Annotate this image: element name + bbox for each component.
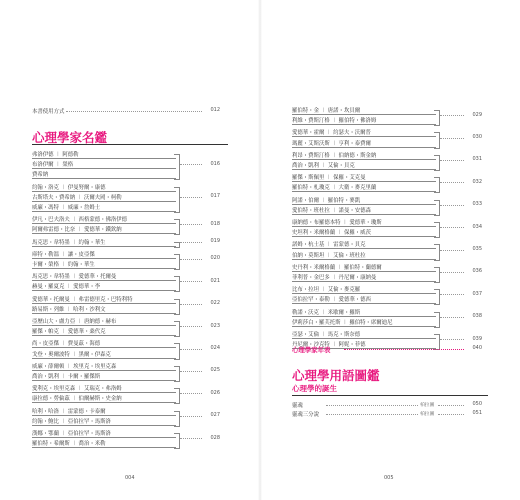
toc-bracket (434, 312, 440, 328)
toc-group-dots (180, 197, 202, 198)
toc-entry-name: 羅伯特・希爾斯 ︱ 喬治・米勒 (32, 441, 106, 448)
toc-group-dots (180, 259, 202, 260)
toc-group-dots (180, 416, 202, 417)
toc-entry-underline (32, 313, 176, 314)
toc-entry-underline (292, 281, 436, 282)
toc-group-page: 025 (210, 367, 220, 374)
glossary-figure: 柏拉圖 (420, 412, 435, 417)
toc-group-dots (180, 242, 202, 243)
toc-group-page: 022 (210, 300, 220, 307)
toc-entry-name: 亞瑟・艾倫 ︱ 馬克・斯奈德 (292, 332, 361, 338)
toc-entry-name: 伊莉莎白・羅芙托斯 ︱ 羅伯特・席爾迪尼 (292, 319, 393, 326)
toc-entry-name: 馬克思・韋特墨 ︱ 約翰・華生 (32, 239, 106, 246)
toc-group-page: 029 (472, 111, 482, 118)
toc-entry-name: 勒諾・沃克 ︱ 米歇爾・羅斯 (292, 309, 361, 316)
toc-entry-underline (292, 191, 436, 192)
toc-entry-name: 利昂・費斯汀格 ︱ 伯納德・斯金納 (292, 152, 377, 159)
toc-bracket (434, 110, 440, 126)
toc-entry-underline (292, 293, 436, 294)
toc-group-page: 033 (472, 201, 482, 208)
toc-group-dots (180, 224, 202, 225)
toc-group-dots (180, 349, 202, 350)
toc-entry-underline (292, 316, 436, 317)
toc-entry-underline (292, 147, 436, 148)
toc-group-dots (440, 294, 464, 295)
toc-group-dots (440, 339, 464, 340)
toc-entry-underline (32, 358, 176, 359)
toc-bracket (434, 267, 440, 283)
toc-entry-underline (32, 211, 176, 212)
toc-entry-underline (32, 335, 176, 336)
toc-group-page: 037 (472, 290, 482, 297)
toc-bracket (434, 222, 440, 238)
toc-entry-name: 史丹利・米爾格蘭 ︱ 羅伯特・蘭德爾 (292, 264, 382, 271)
toc-entry-underline (32, 233, 176, 234)
toc-entry-underline (32, 258, 176, 259)
glossary-dots (326, 405, 418, 406)
toc-entry-underline (292, 271, 436, 272)
toc-entry-name: 比布・拉坦 ︱ 艾倫・麥克羅 (292, 287, 361, 294)
toc-entry-name: 愛伯特・班杜拉 ︱ 諾曼・安德森 (292, 207, 371, 214)
toc-entry-name: 阿諾・伯爾 ︱ 羅伯特・麥凱 (292, 197, 361, 204)
toc-group-page: 032 (472, 178, 482, 185)
toc-entry-underline (32, 246, 176, 247)
toc-bracket (434, 200, 440, 216)
toc-entry-name: 康拉德・勞倫茲 ︱ 伯爾赫斯・史金納 (32, 396, 122, 403)
toc-group-page: 026 (210, 389, 220, 396)
toc-group-page: 018 (210, 220, 220, 227)
toc-entry-name: 布洛伊爾 ︱ 榮格 (32, 162, 74, 169)
toc-entry-name: 赫曼・羅夏克 ︱ 愛德華・李 (32, 284, 101, 291)
toc-entry-underline (292, 181, 436, 182)
toc-entry-underline (292, 204, 436, 205)
toc-entry-name: 亞歷山大・盧力亞 ︱ 唐納德・赫布 (32, 319, 117, 325)
section-title: 心理學家名鑑 (32, 130, 108, 145)
toc-bracket (174, 276, 180, 292)
toc-entry-underline (32, 370, 176, 371)
toc-group-page: 031 (472, 156, 482, 163)
toc-entry-name: 瑪麗・艾斯沃斯 ︱ 亨利・泰費爾 (292, 140, 371, 147)
toc-group-page: 023 (210, 322, 220, 329)
toc-group-dots (180, 304, 202, 305)
toc-entry-name: 弗洛伊德 ︱ 阿德勒 (32, 152, 79, 158)
toc-entry-name: 羅傑・斯佩里 ︱ 保羅・艾克曼 (292, 175, 366, 182)
toc-group-dots (180, 438, 202, 439)
toc-entry-underline (292, 226, 436, 227)
toc-entry-name: 伊凡・巴夫洛夫 ︱ 西格蒙德・佛洛伊德 (32, 217, 128, 224)
toc-group-page: 035 (472, 246, 482, 252)
toc-entry-underline (32, 168, 176, 169)
toc-group-dots (440, 317, 464, 318)
toc-group-dots (180, 326, 202, 327)
toc-entry-name: 尚・皮亞傑 ︱ 費曼茲・海德 (32, 341, 101, 348)
toc-group-page: 020 (210, 255, 220, 262)
toc-entry-underline (292, 124, 436, 125)
toc-entry-underline (292, 338, 436, 339)
toc-bracket (174, 343, 180, 359)
toc-entry-name: 菲利普・金巴多 ︱ 丹尼爾・康納曼 (292, 275, 377, 281)
toc-bracket (174, 299, 180, 315)
toc-entry-name: 愛德華・托爾曼 ︱ 弗雷德里克・巴特利特 (32, 296, 133, 303)
toc-entry-underline (32, 347, 176, 348)
toc-group-dots (440, 205, 464, 206)
toc-entry-name: 馬克思・韋特墨 ︱ 愛德華・托爾曼 (32, 274, 117, 281)
glossary-figure: 柏拉圖 (420, 403, 435, 408)
toc-bracket (174, 187, 180, 213)
toc-bracket (174, 154, 180, 180)
toc-group-dots (440, 115, 464, 116)
toc-entry-name: 卡爾・榮格 ︱ 約翰・華生 (32, 262, 95, 268)
toc-entry-name: 喬治・凱利 ︱ 艾倫・貝克 (292, 163, 355, 169)
right-folio: 005 (384, 475, 394, 481)
toc-bracket (434, 177, 440, 193)
toc-entry-underline (32, 380, 176, 381)
toc-entry-name: 約翰・鮑比 ︱ 亞伯拉罕・馬斯洛 (32, 418, 111, 425)
timeline-dots (344, 349, 464, 350)
toc-group-page: 027 (210, 412, 220, 419)
glossary-page: 050 (472, 401, 482, 407)
toc-group-dots (180, 393, 202, 394)
glossary-rule (292, 395, 488, 396)
toc-bracket (174, 321, 180, 337)
toc-entry-underline (32, 280, 176, 281)
toc-entry-name: 戈登・奧爾波特 ︱ 黑爾・伊森克 (32, 351, 111, 358)
toc-entry-name: 費希納 (32, 172, 49, 179)
toc-group-page: 028 (210, 434, 220, 441)
toc-bracket (174, 366, 180, 382)
toc-group-page: 016 (210, 160, 220, 167)
glossary-dots-2 (438, 414, 464, 415)
toc-bracket (174, 219, 180, 235)
toc-bracket (434, 289, 440, 305)
toc-group-page: 019 (210, 238, 220, 245)
toc-group-dots (440, 227, 464, 228)
usage-label: 本書使用方式 (32, 109, 65, 115)
toc-group-dots (440, 272, 464, 273)
toc-entry-underline (32, 290, 176, 291)
toc-bracket (434, 244, 440, 260)
toc-entry-underline (32, 191, 176, 192)
glossary-term: 靈魂三分說 (292, 412, 319, 418)
toc-bracket (434, 334, 440, 350)
toc-entry-name: 丹尼爾・沙克特 ︱ 阿妮・菲德 (292, 342, 366, 349)
toc-entry-name: 羅傑・帕克 ︱ 愛德華・桑代克 (32, 329, 106, 336)
toc-entry-name: 古斯塔夫・費希納 ︱ 沃爾夫岡・柯勒 (32, 194, 122, 201)
toc-entry-name: 史坦利・米爾格蘭 ︱ 保羅・威茨 (292, 230, 371, 237)
toc-entry-underline (292, 248, 436, 249)
toc-entry-underline (32, 178, 176, 179)
toc-group-dots (440, 160, 464, 161)
toc-entry-underline (292, 259, 436, 260)
toc-entry-name: 漢娜・鄂蘭 ︱ 亞伯拉罕・馬斯洛 (32, 431, 111, 437)
toc-entry-underline (292, 214, 436, 215)
toc-group-page: 021 (210, 277, 220, 284)
toc-entry-underline (32, 437, 176, 438)
toc-entry-name: 威廉・薛爾頓 ︱ 埃里克・埃里克森 (32, 363, 117, 370)
toc-entry-name: 約翰・洛克 ︱ 伊曼努爾・康德 (32, 184, 106, 191)
toc-entry-name: 哈利・哈洛 ︱ 雷蒙德・卡泰爾 (32, 408, 106, 415)
toc-entry-underline (292, 114, 436, 115)
glossary-title: 心理學用語圖鑑 (292, 368, 380, 383)
toc-group-dots (180, 371, 202, 372)
toc-bracket (174, 388, 180, 404)
left-folio: 004 (125, 475, 135, 481)
usage-page: 012 (210, 107, 220, 113)
left-page (0, 0, 258, 500)
toc-group-dots (440, 182, 464, 183)
toc-bracket (434, 155, 440, 171)
toc-entry-name: 愛德華・霍爾 ︱ 約瑟夫・沃爾普 (292, 130, 371, 137)
toc-entry-underline (32, 447, 176, 448)
toc-entry-underline (32, 223, 176, 224)
glossary-dots-2 (438, 405, 464, 406)
toc-entry-underline (292, 326, 436, 327)
toc-entry-underline (32, 392, 176, 393)
timeline-label: 心理學家年表 (292, 346, 331, 354)
toc-bracket (174, 411, 180, 427)
toc-entry-name: 羅伯特・金 ︱ 唐諾・坎貝爾 (292, 108, 361, 114)
glossary-term: 靈魂 (292, 403, 303, 409)
toc-entry-name: 利維・費斯汀格 ︱ 羅伯特・佛洛姆 (292, 118, 377, 125)
toc-entry-underline (292, 303, 436, 304)
glossary-page: 051 (472, 410, 482, 416)
toc-bracket (434, 132, 440, 148)
toc-entry-underline (32, 268, 176, 269)
toc-entry-underline (32, 303, 176, 304)
toc-group-page: 038 (472, 313, 482, 320)
toc-entry-underline (32, 402, 176, 403)
toc-entry-name: 羅伯特・札瓊克 ︱ 大衛・麥克里蘭 (292, 185, 377, 192)
toc-entry-name: 庫特・勒溫 ︱ 讓・皮亞傑 (32, 251, 95, 258)
toc-entry-name: 愛利克・埃里克森 ︱ 艾瑞克・弗洛姆 (32, 386, 122, 393)
timeline-page: 040 (472, 345, 482, 351)
toc-group-page: 017 (210, 193, 220, 200)
toc-group-dots (440, 250, 464, 251)
toc-group-page: 036 (472, 268, 482, 275)
toc-entry-underline (32, 158, 176, 159)
toc-group-dots (180, 281, 202, 282)
toc-entry-name: 阿爾弗雷德・比奈 ︱ 愛德華・鐵欽納 (32, 227, 122, 234)
glossary-subtitle: 心理學的誕生 (292, 384, 337, 393)
toc-entry-underline (32, 425, 176, 426)
toc-entry-name: 諾姆・杭士基 ︱ 雷蒙德・貝克 (292, 242, 366, 249)
toc-group-page: 039 (472, 335, 482, 342)
toc-bracket (174, 254, 180, 270)
toc-group-dots (440, 138, 464, 139)
toc-entry-underline (292, 136, 436, 137)
right-page (262, 0, 520, 500)
toc-entry-name: 康納德・布羅德本特 ︱ 愛德華・瓊斯 (292, 220, 382, 226)
toc-entry-underline (32, 325, 176, 326)
toc-entry-underline (292, 159, 436, 160)
toc-group-dots (180, 164, 202, 165)
usage-dots (66, 111, 202, 112)
toc-entry-name: 威廉・馮特 ︱ 威廉・詹姆士 (32, 205, 101, 211)
toc-entry-name: 伯納・莫斯坦 ︱ 艾倫・班杜拉 (292, 252, 366, 259)
toc-group-page: 030 (472, 134, 482, 140)
section-rule (32, 144, 228, 145)
toc-entry-name: 路易斯・列維 ︱ 哈利・沙利文 (32, 306, 106, 313)
toc-bracket (174, 433, 180, 449)
toc-entry-underline (292, 169, 436, 170)
glossary-dots (326, 414, 418, 415)
toc-group-page: 034 (472, 223, 482, 230)
toc-entry-underline (292, 236, 436, 237)
toc-entry-name: 亞伯拉罕・泰勒 ︱ 愛德華・德西 (292, 297, 371, 304)
toc-group-page: 024 (210, 345, 220, 351)
toc-entry-underline (32, 415, 176, 416)
toc-entry-underline (32, 201, 176, 202)
toc-entry-name: 喬治・凱利 ︱ 卡爾・羅傑斯 (32, 374, 101, 380)
